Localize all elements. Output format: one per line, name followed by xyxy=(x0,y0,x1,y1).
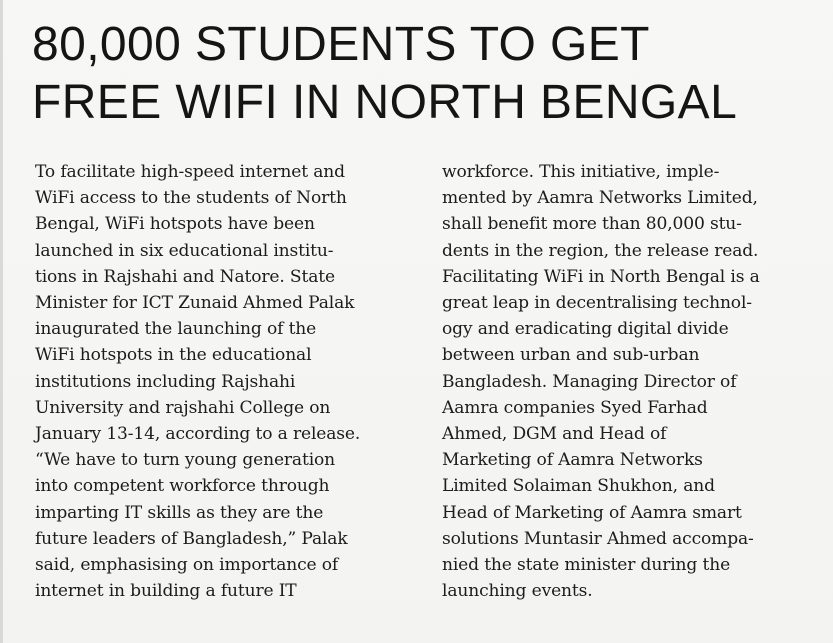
page-edge-rule xyxy=(0,0,3,643)
article-column-right: workforce. This initiative, imple- mented by Aamra Networks Limited, shall benefit more than 80,000 stu- dents in the region, the release read. Facilitating WiFi in North Bengal is a great leap in decentralising technol- ogy and eradicating digital divide between urban and sub-urban Bangladesh. Managing Director of Aamra companies Syed Farhad Ahmed, DGM and Head of Marketing of Aamra Networks Limited Solaiman Shukhon, and Head of Marketing of Aamra smart solutions Muntasir Ahmed accompa- nied the state minister during the launching events. xyxy=(442,162,760,602)
article-headline: 80,000 STUDENTS TO GET FREE WIFI IN NORTH BENGAL xyxy=(32,18,738,129)
article-column-left: To facilitate high-speed internet and WiFi access to the students of North Bengal, WiFi hotspots have been launched in six educational institu- tions in Rajshahi and Natore. State Minister for ICT Zunaid Ahmed Palak inaugurated the launching of the WiFi hotspots in the educational institutions including Rajshahi University and rajshahi College on January 13-14, according to a release. “We have to turn young generation into competent workforce through imparting IT skills as they are the future leaders of Bangladesh,” Palak said, emphasising on importance of internet in building a future IT xyxy=(35,162,361,602)
